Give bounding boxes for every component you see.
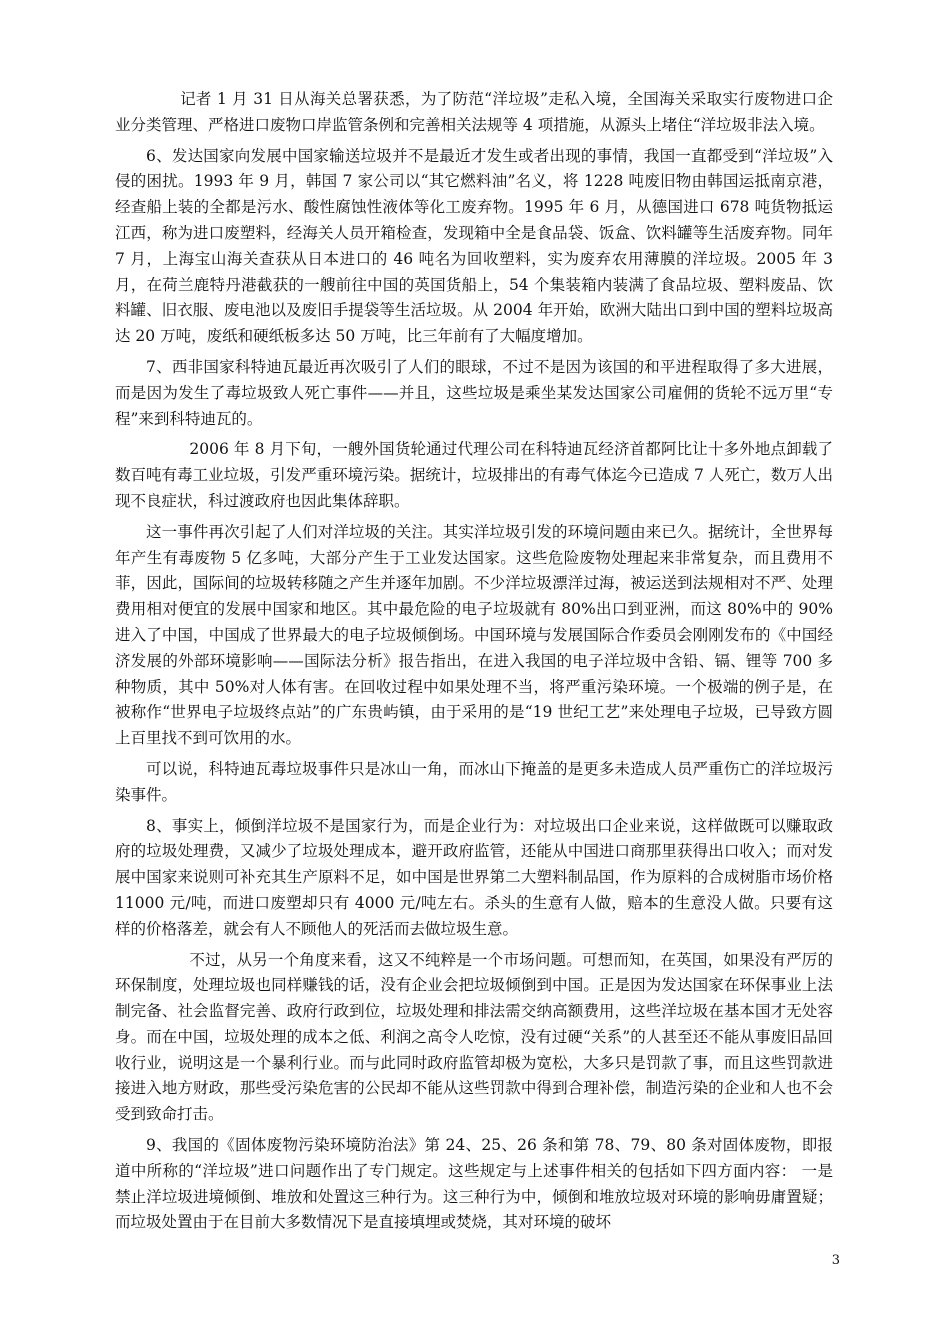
page-number: 3 — [831, 1253, 840, 1268]
document-body — [115, 87, 833, 1241]
paragraph-2: 6、发达国家向发展中国家输送垃圾并不是最近才发生或者出现的事情，我国一直都受到“洋垃圾”入侵的困扰。1993 年 9 月，韩国 7 家公司以“其它燃料油”名义，将 1228 吨废旧物由韩国运抵南京港，经查船上装的全都是污水、酸性腐蚀性液体等化工废弃物。1995 年 6 月，从德国进口 678 吨货物抵运江西，称为进口废塑料，经海关人员开箱检查，发现箱中全是食品袋、饭盒、饮料罐等生活废弃物。同年 7 月，上海宝山海关查获从日本进口的 46 吨名为回收塑料，实为废弃农用薄膜的洋垃圾。2005 年 3 月，在荷兰鹿特丹港截获的一艘前往中国的英国货船上，54 个集装箱内装满了食品垃圾、塑料废品、饮料罐、旧衣服、废电池以及废旧手提袋等生活垃圾。从 2004 年开始，欧洲大陆出口到中国的塑料垃圾高达 20 万吨，废纸和硬纸板多达 50 万吨，比三年前有了大幅度增加。 — [115, 146, 833, 346]
paragraph-5: 这一事件再次引起了人们对洋垃圾的关注。其实洋垃圾引发的环境问题由来已久。据统计，全世界每年产生有毒废物 5 亿多吨，大部分产生于工业发达国家。这些危险废物处理起来非常复杂，而且费用不菲，因此，国际间的垃圾转移随之产生并逐年加剧。不少洋垃圾漂洋过海，被运送到法规相对不严、处理费用相对便宜的发展中国家和地区。其中最危险的电子垃圾就有 80%出口到亚洲，而这 80%中的 90%进入了中国，中国成了世界最大的电子垃圾倾倒场。中国环境与发展国际合作委员会刚刚发布的《中国经济发展的外部环境影响——国际法分析》报告指出，在进入我国的电子洋垃圾中含铅、镉、锂等 700 多种物质，其中 50%对人体有害。在回收过程中如果处理不当，将严重污染环境。一个极端的例子是，在被称作“世界电子垃圾终点站”的广东贵屿镇，由于采用的是“19 世纪工艺”来处理电子垃圾，已导致方圆上百里找不到可饮用的水。 — [115, 522, 833, 748]
paragraph-7: 8、事实上，倾倒洋垃圾不是国家行为，而是企业行为：对垃圾出口企业来说，这样做既可以赚取政府的垃圾处理费，又减少了垃圾处理成本，避开政府监管，还能从中国进口商那里获得出口收入；而对发展中国家来说则可补充其生产原料不足，如中国是世界第二大塑料制品国，作为原料的合成树脂市场价格 11000 元/吨，而进口废塑却只有 4000 元/吨左右。杀头的生意有人做，赔本的生意没人做。只要有这样的价格落差，就会有人不顾他人的死活而去做垃圾生意。 — [115, 816, 833, 938]
paragraph-9: 9、我国的《固体废物污染环境防治法》第 24、25、26 条和第 78、79、80 条对固体废物，即报道中所称的“洋垃圾”进口问题作出了专门规定。这些规定与上述事件相关的包括如下四方面内容： 一是禁止洋垃圾进境倾倒、堆放和处置这三种行为。这三种行为中，倾倒和堆放垃圾对环境的影响毋庸置疑；而垃圾处置由于在目前大多数情况下是直接填埋或焚烧，其对环境的破坏 — [115, 1136, 833, 1232]
paragraph-4: 2006 年 8 月下旬，一艘外国货轮通过代理公司在科特迪瓦经济首都阿比让十多外地点卸载了数百吨有毒工业垃圾，引发严重环境污染。据统计，垃圾排出的有毒气体迄今已造成 7 人死亡，数万人出现不良症状，科过渡政府也因此集体辞职。 — [115, 440, 833, 510]
paragraph-8: 不过，从另一个角度来看，这又不纯粹是一个市场问题。可想而知，在英国，如果没有严厉的环保制度，处理垃圾也同样赚钱的话，没有企业会把垃圾倾倒到中国。正是因为发达国家在环保事业上法制完备、社会监督完善、政府行政到位，垃圾处理和排法需交纳高额费用，这些洋垃圾在基本国才无处容身。而在中国，垃圾处理的成本之低、利润之高令人吃惊，没有过硬“关系”的人甚至还不能从事废旧品回收行业，说明这是一个暴利行业。而与此同时政府监管却极为宽松，大多只是罚款了事，而且这些罚款进接进入地方财政，那些受污染危害的公民却不能从这些罚款中得到合理补偿，制造污染的企业和人也不会受到致命打击。 — [115, 950, 833, 1124]
paragraph-1: 记者 1 月 31 日从海关总署获悉，为了防范“洋垃圾”走私入境，全国海关采取实行废物进口企业分类管理、严格进口废物口岸监管条例和完善相关法规等 4 项措施，从源头上堵住“洋垃圾非法入境。 — [115, 90, 833, 134]
paragraph-3: 7、西非国家科特迪瓦最近再次吸引了人们的眼球，不过不是因为该国的和平进程取得了多大进展，而是因为发生了毒垃圾致人死亡事件——并且，这些垃圾是乘坐某发达国家公司雇佣的货轮不远万里“专程”来到科特迪瓦的。 — [115, 357, 833, 428]
paragraph-6: 可以说，科特迪瓦毒垃圾事件只是冰山一角，而冰山下掩盖的是更多未造成人员严重伤亡的洋垃圾污染事件。 — [115, 759, 833, 804]
